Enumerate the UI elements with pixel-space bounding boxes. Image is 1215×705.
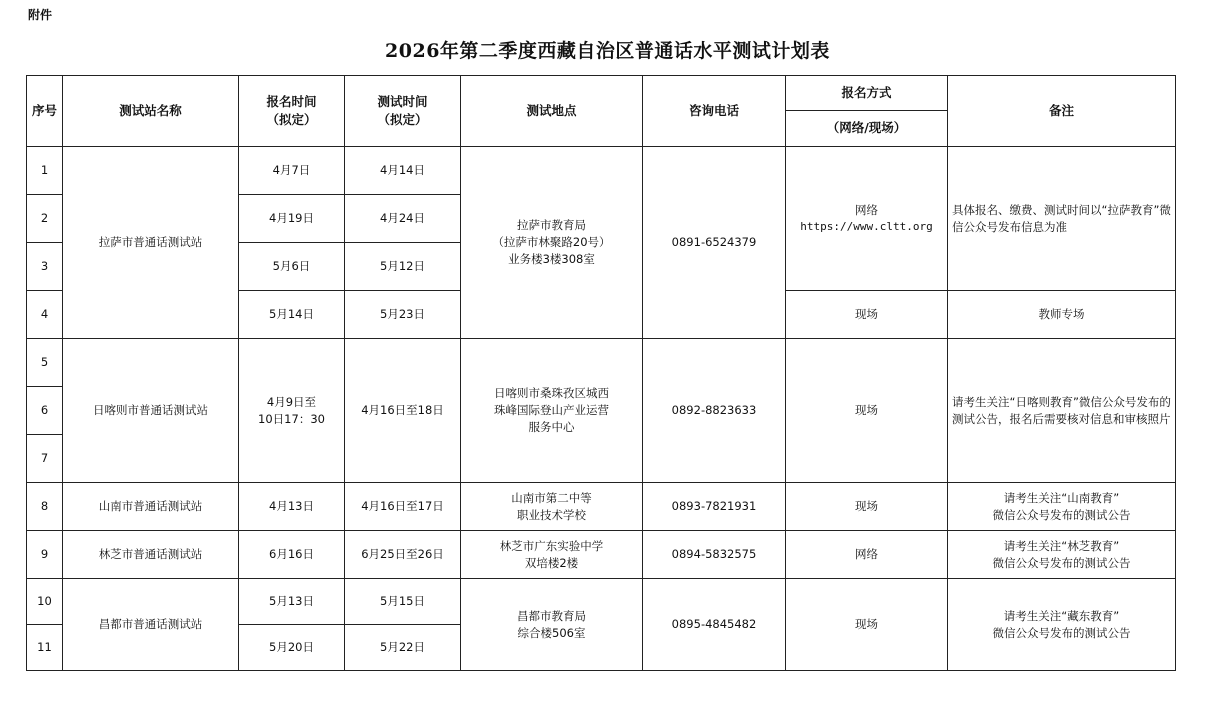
- station-name: 山南市普通话测试站: [63, 483, 239, 531]
- header-row: [27, 76, 1176, 111]
- test-time: 4月16日至18日: [345, 339, 461, 483]
- reg-time: 5月13日: [239, 579, 345, 625]
- test-location: 拉萨市教育局 （拉萨市林聚路20号） 业务楼3楼308室: [461, 147, 643, 339]
- test-time: 6月25日至26日: [345, 531, 461, 579]
- registration-method: 现场: [786, 291, 948, 339]
- remarks: 请考生关注“山南教育” 微信公众号发布的测试公告: [948, 483, 1176, 531]
- reg-time: 5月20日: [239, 625, 345, 671]
- reg-time: 4月7日: [239, 147, 345, 195]
- station-name: 昌都市普通话测试站: [63, 579, 239, 671]
- row-no: 7: [27, 435, 63, 483]
- phone-number: 0892-8823633: [643, 339, 786, 483]
- header-reg-time-note: （拟定）: [266, 112, 317, 127]
- header-no: 序号: [27, 76, 63, 147]
- method-label: 网络: [855, 203, 878, 218]
- header-phone: 咨询电话: [643, 76, 786, 147]
- header-station: 测试站名称: [63, 76, 239, 147]
- registration-url: https://www.cltt.org: [800, 219, 933, 233]
- reg-time: 4月13日: [239, 483, 345, 531]
- test-location: 昌都市教育局 综合楼506室: [461, 579, 643, 671]
- header-remarks: 备注: [948, 76, 1176, 147]
- test-time: 4月14日: [345, 147, 461, 195]
- header-test-time-label: 测试时间: [377, 93, 428, 109]
- test-location: 日喀则市桑珠孜区城西 珠峰国际登山产业运营 服务中心: [461, 339, 643, 483]
- registration-method: [786, 147, 948, 291]
- registration-method: 现场: [786, 483, 948, 531]
- reg-time: 5月14日: [239, 291, 345, 339]
- reg-time: 4月9日至 10日17：30: [239, 339, 345, 483]
- row-no: 5: [27, 339, 63, 387]
- remarks: 请考生关注“林芝教育” 微信公众号发布的测试公告: [948, 531, 1176, 579]
- row-no: 1: [27, 147, 63, 195]
- header-location: 测试地点: [461, 76, 643, 147]
- table-row: [27, 531, 1176, 579]
- row-no: 3: [27, 243, 63, 291]
- table-row: [27, 339, 1176, 387]
- remarks: 具体报名、缴费、测试时间以“拉萨教育”微信公众号发布信息为准: [948, 147, 1176, 291]
- row-no: 9: [27, 531, 63, 579]
- header-reg-time: [239, 76, 345, 147]
- remarks: 请考生关注“日喀则教育”微信公众号发布的测试公告，报名后需要核对信息和审核照片: [948, 339, 1176, 483]
- header-test-time-note: （拟定）: [377, 112, 428, 127]
- registration-method: 现场: [786, 339, 948, 483]
- row-no: 6: [27, 387, 63, 435]
- phone-number: 0894-5832575: [643, 531, 786, 579]
- reg-time: 4月19日: [239, 195, 345, 243]
- header-reg-time-label: 报名时间: [266, 93, 317, 109]
- phone-number: 0895-4845482: [643, 579, 786, 671]
- reg-time: 6月16日: [239, 531, 345, 579]
- reg-time: 5月6日: [239, 243, 345, 291]
- test-time: 4月24日: [345, 195, 461, 243]
- phone-number: 0893-7821931: [643, 483, 786, 531]
- row-no: 8: [27, 483, 63, 531]
- row-no: 4: [27, 291, 63, 339]
- remarks: 教师专场: [948, 291, 1176, 339]
- table-row: [27, 147, 1176, 195]
- table-row: [27, 483, 1176, 531]
- test-location: 林芝市广东实验中学 双培楼2楼: [461, 531, 643, 579]
- phone-number: 0891-6524379: [643, 147, 786, 339]
- test-time: 5月23日: [345, 291, 461, 339]
- station-name: 拉萨市普通话测试站: [63, 147, 239, 339]
- station-name: 日喀则市普通话测试站: [63, 339, 239, 483]
- test-plan-table: [26, 75, 1176, 671]
- header-method-note: （网络/现场）: [786, 111, 948, 147]
- test-time: 5月22日: [345, 625, 461, 671]
- table-row: [27, 579, 1176, 625]
- header-test-time: [345, 76, 461, 147]
- station-name: 林芝市普通话测试站: [63, 531, 239, 579]
- registration-method: 网络: [786, 531, 948, 579]
- test-location: 山南市第二中等 职业技术学校: [461, 483, 643, 531]
- header-method: 报名方式: [786, 76, 948, 111]
- row-no: 10: [27, 579, 63, 625]
- test-time: 5月12日: [345, 243, 461, 291]
- test-time: 4月16日至17日: [345, 483, 461, 531]
- remarks: 请考生关注“藏东教育” 微信公众号发布的测试公告: [948, 579, 1176, 671]
- row-no: 2: [27, 195, 63, 243]
- attachment-label: 附件: [28, 8, 53, 22]
- row-no: 11: [27, 625, 63, 671]
- registration-method: 现场: [786, 579, 948, 671]
- test-time: 5月15日: [345, 579, 461, 625]
- page-title: 2026年第二季度西藏自治区普通话水平测试计划表: [385, 40, 830, 62]
